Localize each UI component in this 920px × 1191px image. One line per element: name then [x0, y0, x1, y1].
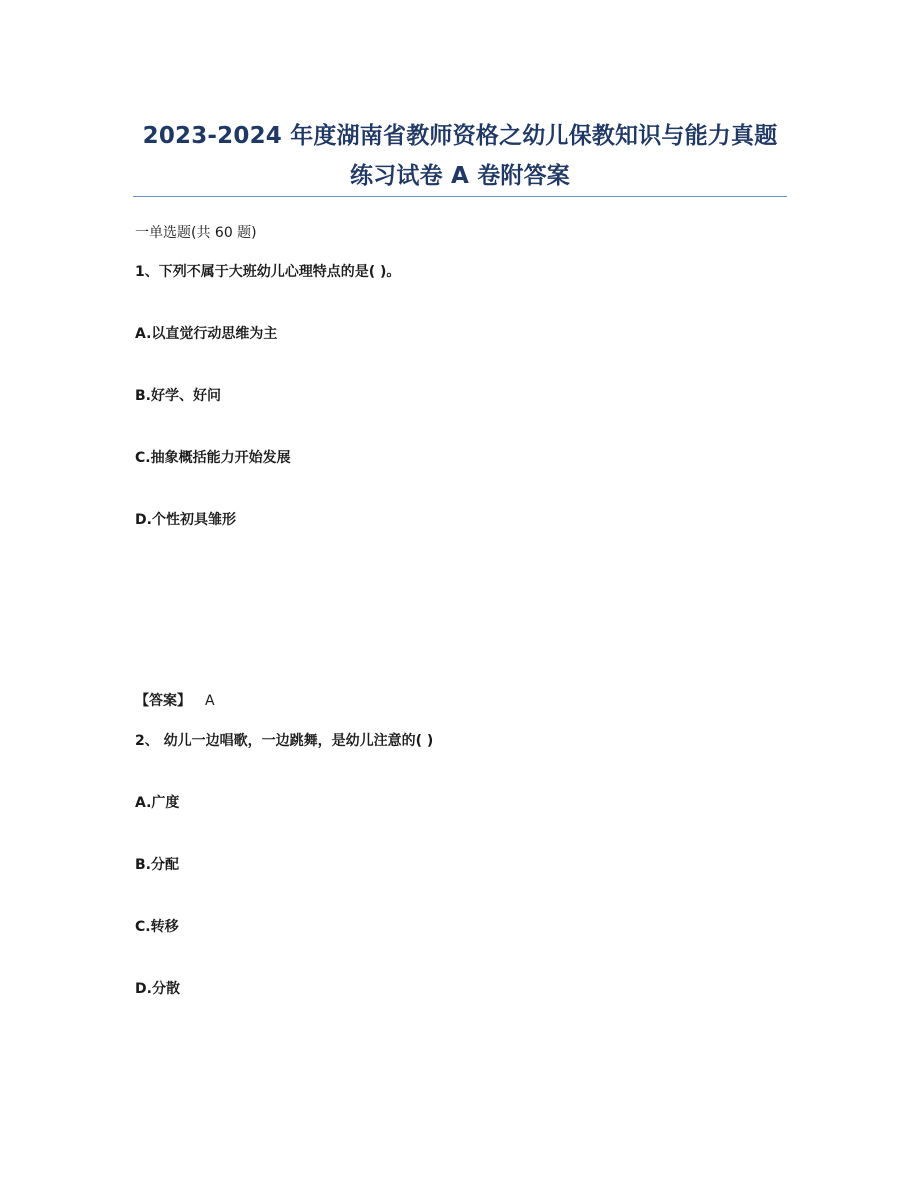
- question-2-option-a: A.广度: [135, 795, 180, 811]
- document-title-line-2: 练习试卷 A 卷附答案: [349, 163, 570, 189]
- question-1-option-a: A.以直觉行动思维为主: [135, 326, 278, 342]
- question-1-option-b: B.好学、好问: [135, 388, 221, 404]
- section-heading: 一单选题(共 60 题): [135, 225, 257, 241]
- title-divider: [133, 196, 787, 197]
- question-2-option-c: C.转移: [135, 919, 179, 935]
- answer-value: A: [205, 693, 215, 709]
- question-2-option-b: B.分配: [135, 857, 179, 873]
- question-2-stem: 2、 幼儿一边唱歌，一边跳舞，是幼儿注意的( ): [135, 733, 434, 749]
- question-2-option-d: D.分散: [135, 981, 180, 997]
- question-1-option-c: C.抽象概括能力开始发展: [135, 450, 291, 466]
- question-1-stem: 1、下列不属于大班幼儿心理特点的是( )。: [135, 264, 401, 280]
- document-title-line-1: 2023-2024 年度湖南省教师资格之幼儿保教知识与能力真题: [142, 123, 778, 149]
- question-1-option-d: D.个性初具雏形: [135, 512, 236, 528]
- question-1-answer: [135, 691, 215, 711]
- answer-label: 【答案】: [135, 693, 191, 709]
